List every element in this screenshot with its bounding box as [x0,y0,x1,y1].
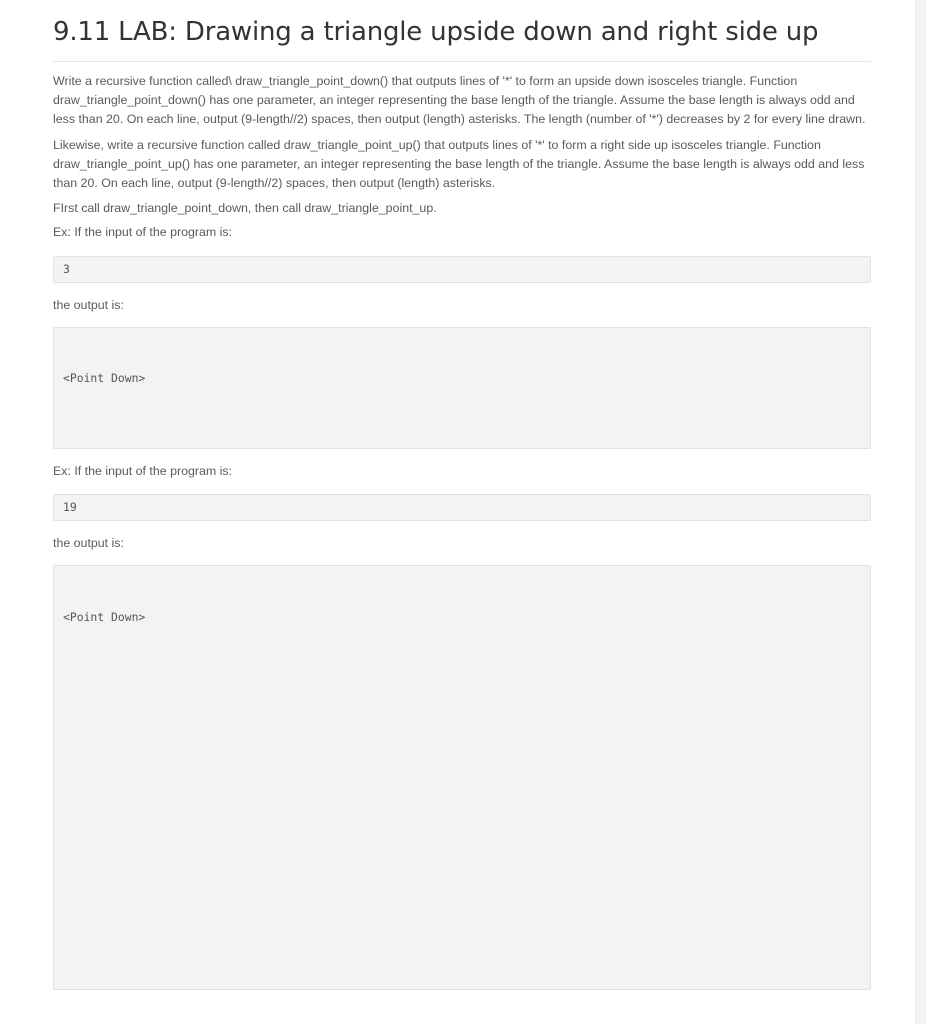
output-line: <Point Down> [63,609,146,624]
lab-title: 9.11 LAB: Drawing a triangle upside down and right side up [53,17,819,47]
instructions-paragraph-1: Write a recursive function called\ draw_triangle_point_down() that outputs lines of '*' to form an upside down isosceles triangle. Function draw_triangle_point_down() has one parameter, an integer representing the base length of the triangle. Assume the base length is always odd and less than 20. On each line, output (9-length//2) spaces, then output (length) asterisks. The length (number of '*') decreases by 2 for every line drawn. [53,74,866,126]
example-1-label: Ex: If the input of the program is: [53,225,233,239]
example-1-input-box: 3 [53,256,871,283]
example-1-output-box [53,327,871,449]
example-2-output-label: the output is: [53,536,124,550]
example-2-input-box: 19 [53,494,871,521]
example-2-label: Ex: If the input of the program is: [53,464,233,478]
instructions-paragraph-2: Likewise, write a recursive function called draw_triangle_point_up() that outputs lines of '*' to form a right side up isosceles triangle. Function draw_triangle_point_up() has one parameter, an integer representing the base length of the triangle. Assume the base length is always odd and less than 20. On each line, output (9-length//2) spaces, then output (length) asterisks. [53,138,865,190]
lab-content [53,0,871,990]
instructions-paragraph-3: FIrst call draw_triangle_point_down, then call draw_triangle_point_up. [53,201,437,215]
example-2-output-box [53,565,871,990]
output-line: <Point Down> [63,371,146,386]
page-scrollbar[interactable] [915,0,926,1024]
example-1-output-label: the output is: [53,298,124,312]
title-divider [53,61,871,62]
